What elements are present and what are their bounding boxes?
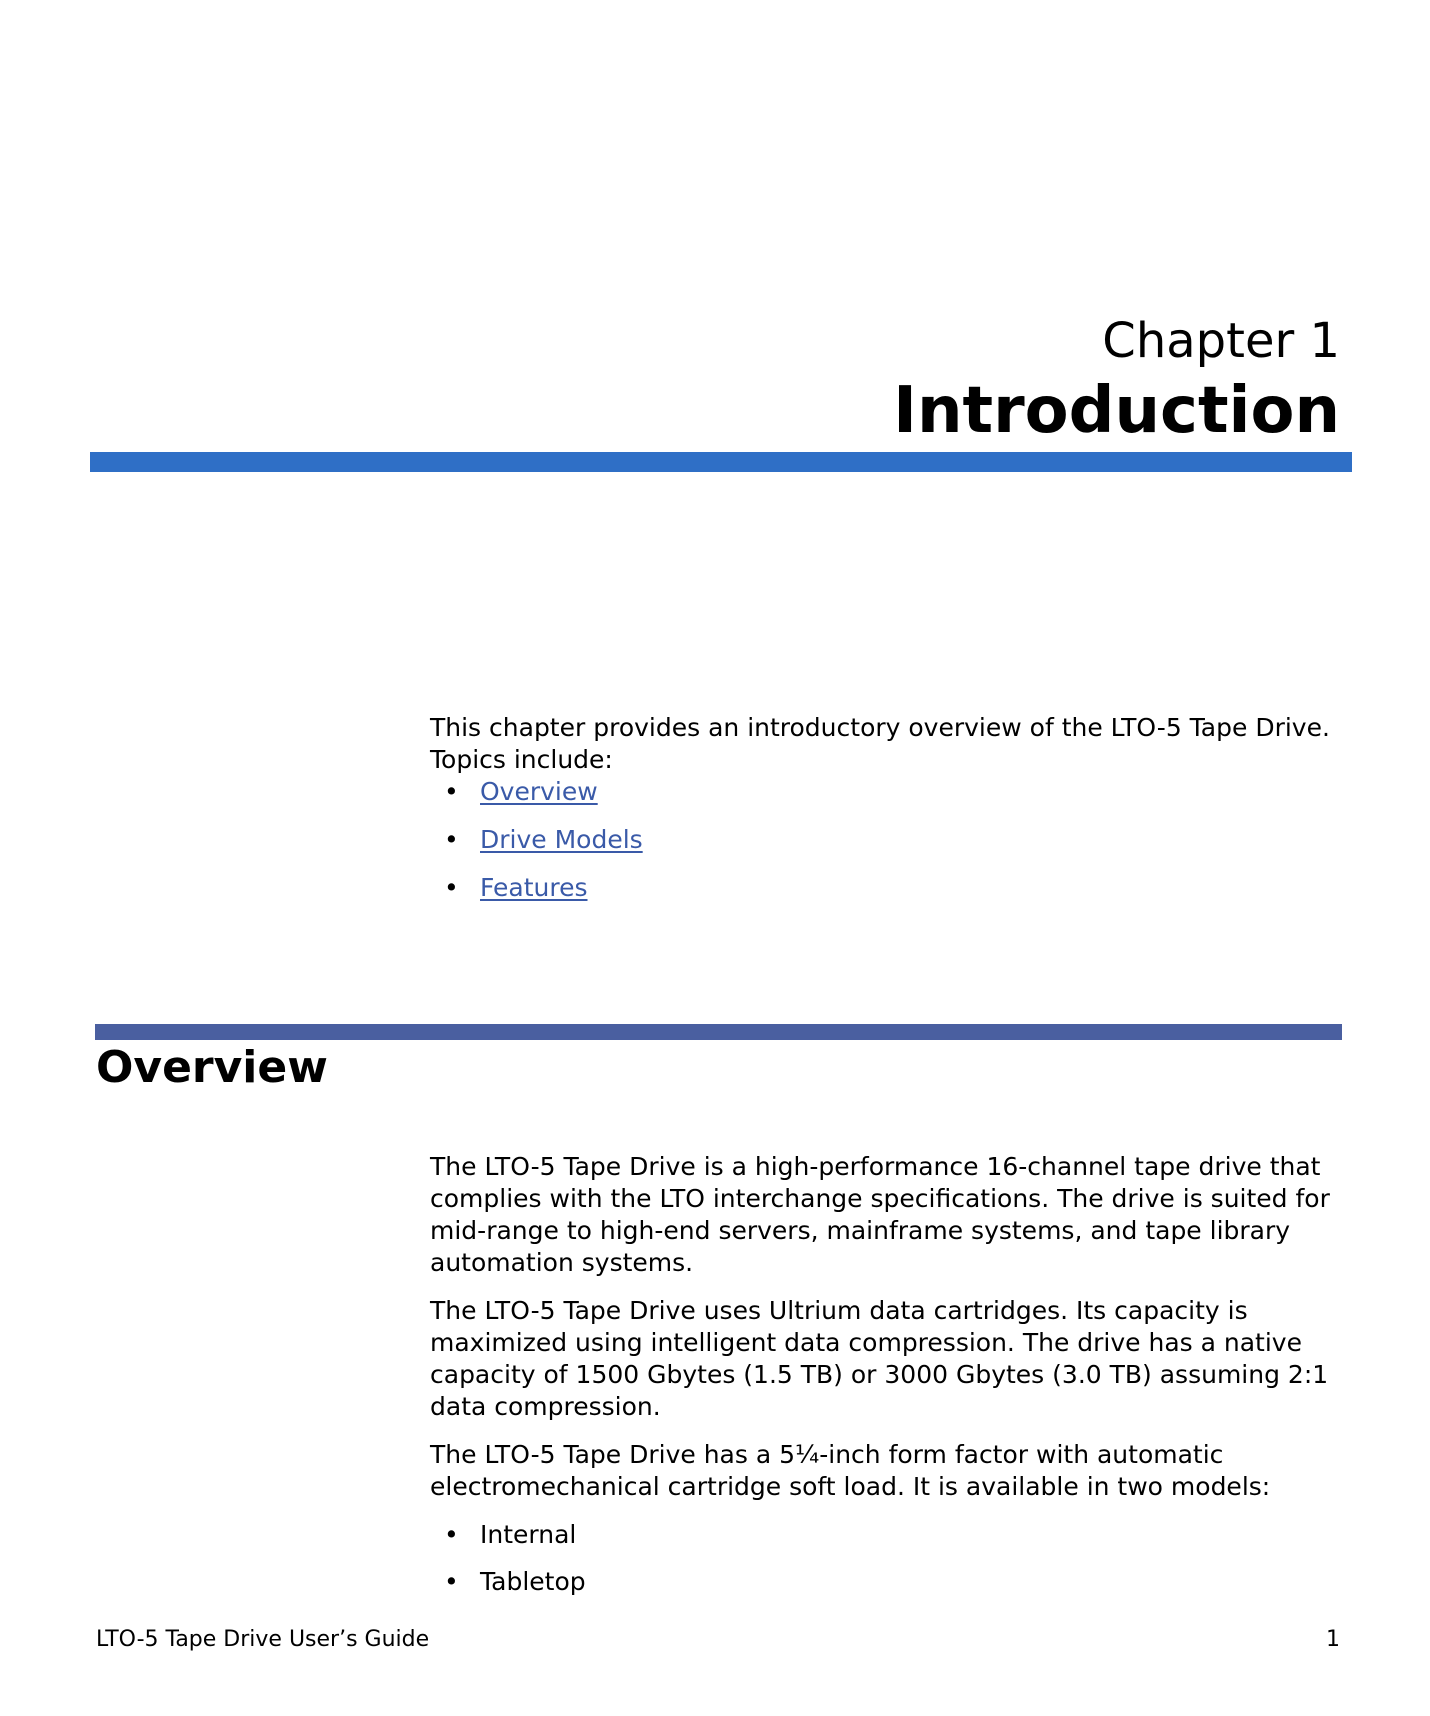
bullet-icon: •	[444, 873, 459, 902]
chapter-label: Chapter 1	[1102, 313, 1340, 369]
model-item-tabletop	[430, 1566, 1360, 1598]
overview-paragraph-3: The LTO-5 Tape Drive has a 5¼-inch form factor with automatic electromechanical cartridge soft load. It is available in two models:	[430, 1440, 1271, 1501]
topic-item-drive-models	[430, 824, 1360, 856]
bullet-icon: •	[444, 825, 459, 854]
topic-link-features[interactable]: Features	[480, 873, 588, 902]
footer-page-number: 1	[1326, 1627, 1340, 1652]
model-label: Tabletop	[480, 1567, 586, 1596]
topic-link-overview[interactable]: Overview	[480, 777, 598, 806]
chapter-title-rule	[90, 452, 1352, 472]
footer-document-title: LTO-5 Tape Drive User’s Guide	[96, 1627, 430, 1652]
bullet-icon: •	[444, 1567, 459, 1596]
model-list	[430, 1519, 1360, 1598]
bullet-icon: •	[444, 777, 459, 806]
topic-item-overview	[430, 776, 1360, 808]
model-item-internal	[430, 1519, 1360, 1551]
section-rule	[95, 1024, 1342, 1040]
overview-paragraph-1: The LTO-5 Tape Drive is a high-performance 16-channel tape drive that complies with the LTO interchange specifications. The drive is suited for mid-range to high-end servers, mainframe systems, and tape library automation systems.	[430, 1152, 1330, 1277]
overview-paragraph-2: The LTO-5 Tape Drive uses Ultrium data cartridges. Its capacity is maximized using intelligent data compression. The drive has a native capacity of 1500 Gbytes (1.5 TB) or 3000 Gbytes (3.0 TB) assuming 2:1 data compression.	[430, 1296, 1329, 1421]
overview-body	[430, 1151, 1360, 1613]
intro-paragraph: This chapter provides an introductory overview of the LTO-5 Tape Drive. Topics include:	[430, 713, 1330, 774]
chapter-intro	[430, 712, 1360, 920]
model-label: Internal	[480, 1520, 577, 1549]
topic-item-features	[430, 872, 1360, 904]
chapter-title: Introduction	[893, 374, 1340, 448]
bullet-icon: •	[444, 1520, 459, 1549]
topic-list	[430, 776, 1360, 904]
topic-link-drive-models[interactable]: Drive Models	[480, 825, 643, 854]
section-heading-overview: Overview	[96, 1042, 328, 1093]
